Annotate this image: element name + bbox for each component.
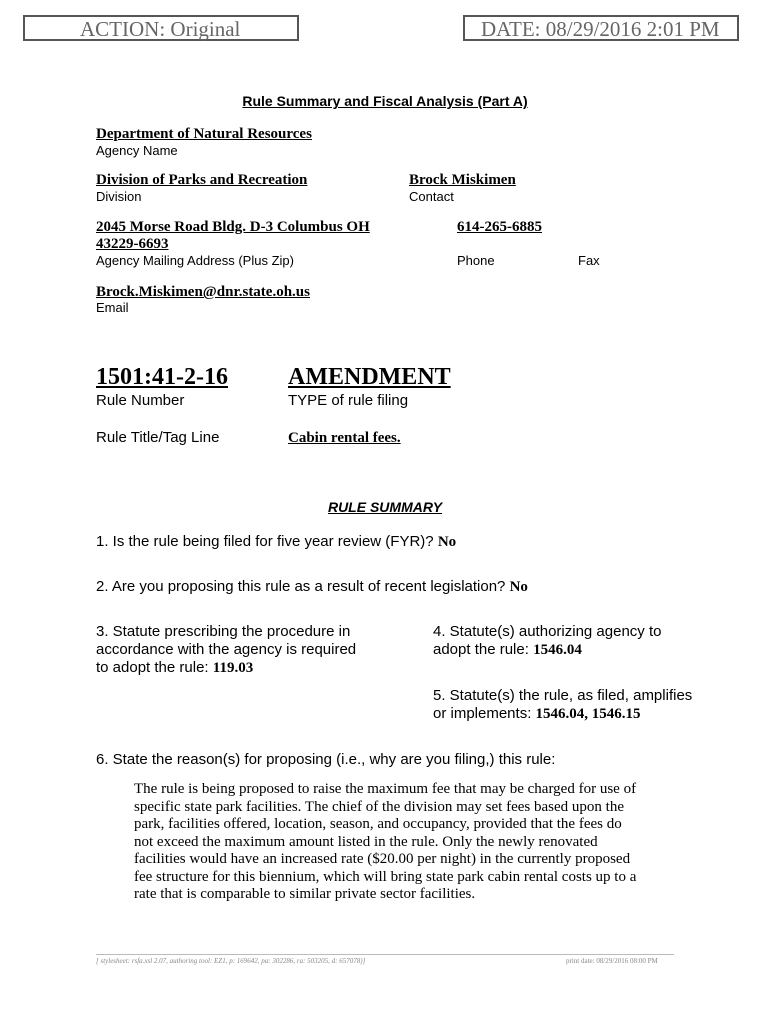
question-1	[96, 533, 456, 551]
question-4-line-1: 4. Statute(s) authorizing agency to	[433, 623, 662, 640]
question-3	[96, 623, 416, 677]
fax-label: Fax	[578, 253, 600, 268]
question-3-line-2: accordance with the agency is required	[96, 641, 357, 658]
reason-line: not exceed the maximum amount listed in the rule. Only the newly renovated	[134, 833, 598, 850]
footer-divider	[96, 954, 674, 955]
contact-label: Contact	[409, 189, 454, 204]
answer-5: 1546.04, 1546.15	[535, 706, 641, 722]
address-line-2: 43229-6693	[96, 236, 169, 252]
question-2	[96, 578, 528, 596]
rule-number: 1501:41-2-16	[96, 364, 228, 390]
email-label: Email	[96, 300, 129, 315]
question-3-line-1: 3. Statute prescribing the procedure in	[96, 623, 351, 640]
question-6: 6. State the reason(s) for proposing (i.e., why are you filing,) this rule:	[96, 751, 556, 768]
footer-print-date: print date: 08/29/2016 08:00 PM	[566, 957, 658, 965]
footer-stylesheet-info: [ stylesheet: rsfa.xsl 2.07, authoring tool: EZ1, p: 169642, pa: 302286, ra: 503205, d: 657078)]	[96, 957, 366, 965]
reason-line: fee structure for this biennium, which will bring state park cabin rental costs up to a	[134, 868, 637, 885]
rule-title: Cabin rental fees.	[288, 430, 401, 446]
reason-line: park, facilities offered, location, season, and occupancy, provided that the fees do	[134, 816, 622, 832]
question-5-line-1: 5. Statute(s) the rule, as filed, amplifies	[433, 687, 693, 704]
agency-name: Department of Natural Resources	[96, 126, 312, 142]
question-1-text: 1. Is the rule being filed for five year review (FYR)?	[96, 533, 434, 550]
reason-paragraph	[134, 781, 694, 904]
date-label: DATE: 08/29/2016 2:01 PM	[481, 17, 720, 41]
reason-line: The rule is being proposed to raise the maximum fee that may be charged for use of	[134, 781, 637, 797]
question-2-text: 2. Are you proposing this rule as a result of recent legislation?	[96, 578, 506, 595]
address-label: Agency Mailing Address (Plus Zip)	[96, 253, 294, 268]
date-box	[463, 15, 739, 41]
address-line-1: 2045 Morse Road Bldg. D-3 Columbus OH	[96, 219, 370, 235]
question-3-line-3: to adopt the rule:	[96, 659, 209, 676]
division-label: Division	[96, 189, 142, 204]
question-5	[433, 687, 753, 723]
rule-type: AMENDMENT	[288, 364, 451, 390]
rule-type-label: TYPE of rule filing	[288, 392, 409, 409]
action-label: ACTION: Original	[80, 17, 241, 41]
phone-number: 614-265-6885	[457, 219, 542, 235]
answer-1: No	[437, 534, 457, 550]
contact-name: Brock Miskimen	[409, 172, 516, 188]
division-name: Division of Parks and Recreation	[96, 172, 308, 188]
question-4-line-2: adopt the rule:	[433, 641, 529, 658]
rule-summary-heading: RULE SUMMARY	[327, 499, 443, 515]
answer-4: 1546.04	[533, 642, 582, 658]
page-title: Rule Summary and Fiscal Analysis (Part A)	[242, 93, 528, 109]
answer-2: No	[509, 579, 528, 595]
question-5-line-2: or implements:	[433, 705, 532, 722]
phone-label: Phone	[457, 253, 495, 268]
agency-name-label: Agency Name	[96, 143, 178, 158]
mailing-address	[96, 219, 370, 253]
reason-line: specific state park facilities. The chief of the division may set fees based upon the	[134, 798, 624, 815]
rule-number-label: Rule Number	[96, 392, 185, 409]
question-4	[433, 623, 733, 659]
answer-3: 119.03	[212, 660, 254, 676]
reason-line: rate that is comparable to similar private sector facilities.	[134, 886, 476, 902]
reason-line: facilities would have an increased rate ($20.00 per night) in the currently proposed	[134, 851, 631, 867]
email-address: Brock.Miskimen@dnr.state.oh.us	[96, 284, 310, 300]
rule-title-label: Rule Title/Tag Line	[96, 429, 220, 446]
action-box	[23, 15, 299, 41]
